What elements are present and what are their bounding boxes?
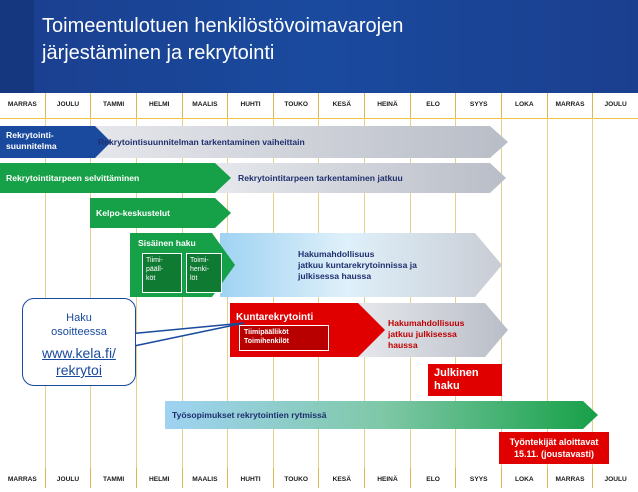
month-label: HEINÄ: [364, 468, 410, 488]
month-label: SYYS: [455, 468, 501, 488]
month-label: HUHTI: [227, 93, 273, 118]
title-line-1: Toimeentulotuen henkilöstövoimavarojen: [42, 15, 404, 37]
month-label: TAMMI: [90, 468, 136, 488]
start-date-box: Työntekijät aloittavat 15.11. (joustavasti): [499, 432, 609, 464]
month-label: MARRAS: [7, 476, 37, 483]
callout-box: [22, 298, 136, 386]
month-label: MARRAS: [547, 93, 593, 118]
internal-staff-box: Toimi- henki- löt: [186, 253, 222, 293]
month-label: SYYS: [455, 93, 501, 118]
internal-team-leaders-box: Tiimi- pääll- köt: [142, 253, 182, 293]
month-label: LOKA: [501, 93, 547, 118]
kunta-extension-label: Hakumahdollisuus jatkuu julkisessa haussa: [388, 318, 465, 350]
title-line-2: järjestäminen ja rekrytointi: [42, 42, 275, 64]
month-label: KESÄ: [318, 468, 364, 488]
month-label: JOULU: [592, 93, 638, 118]
need-label: Rekrytointitarpeen selvittäminen: [6, 173, 140, 183]
plan-label: Rekrytointi- suunnitelma: [6, 130, 57, 151]
month-label: HELMI: [136, 93, 182, 118]
month-label: LOKA: [501, 468, 547, 488]
month-label: TOUKO: [273, 93, 319, 118]
month-label: KESÄ: [318, 93, 364, 118]
internal-extension-label: Hakumahdollisuus jatkuu kuntarekrytoinnissa ja julkisessa haussa: [298, 249, 417, 281]
month-label: MARRAS: [7, 101, 37, 108]
callout-link[interactable]: www.kela.fi/ rekrytoi: [42, 345, 116, 378]
month-axis-top: [0, 93, 638, 119]
public-search-box: Julkinen haku: [428, 364, 502, 396]
internal-label: Sisäinen haku: [138, 238, 196, 248]
month-label: TOUKO: [273, 468, 319, 488]
month-label: JOULU: [45, 93, 91, 118]
kunta-sub-box: Tiimipäälliköt Toimihenkilöt: [239, 325, 329, 351]
month-label: ELO: [410, 468, 456, 488]
month-label: HELMI: [136, 468, 182, 488]
month-label: JOULU: [45, 468, 91, 488]
contracts-label: Työsopimukset rekrytointien rytmissä: [172, 410, 327, 420]
header-banner: [0, 0, 638, 93]
page-title: [42, 13, 602, 67]
month-label: MAALIS: [182, 93, 228, 118]
month-label: HEINÄ: [364, 93, 410, 118]
month-label: HUHTI: [227, 468, 273, 488]
plan-extension-label: Rekrytointisuunnitelman tarkentaminen vaiheittain: [98, 137, 305, 147]
month-gridline: [592, 118, 638, 468]
header-accent-bar: [0, 0, 34, 93]
month-label: TAMMI: [90, 93, 136, 118]
callout-text: Haku osoitteessa: [51, 312, 107, 338]
month-label: ELO: [410, 93, 456, 118]
month-axis-bottom: [0, 468, 638, 488]
month-label: JOULU: [592, 468, 638, 488]
need-extension-label: Rekrytointitarpeen tarkentaminen jatkuu: [238, 173, 403, 183]
kunta-label: Kuntarekrytointi: [236, 312, 314, 323]
callout-pointer: [120, 320, 245, 350]
month-label: MARRAS: [547, 468, 593, 488]
kelpo-label: Kelpo-keskustelut: [96, 208, 171, 218]
month-label: MAALIS: [182, 468, 228, 488]
